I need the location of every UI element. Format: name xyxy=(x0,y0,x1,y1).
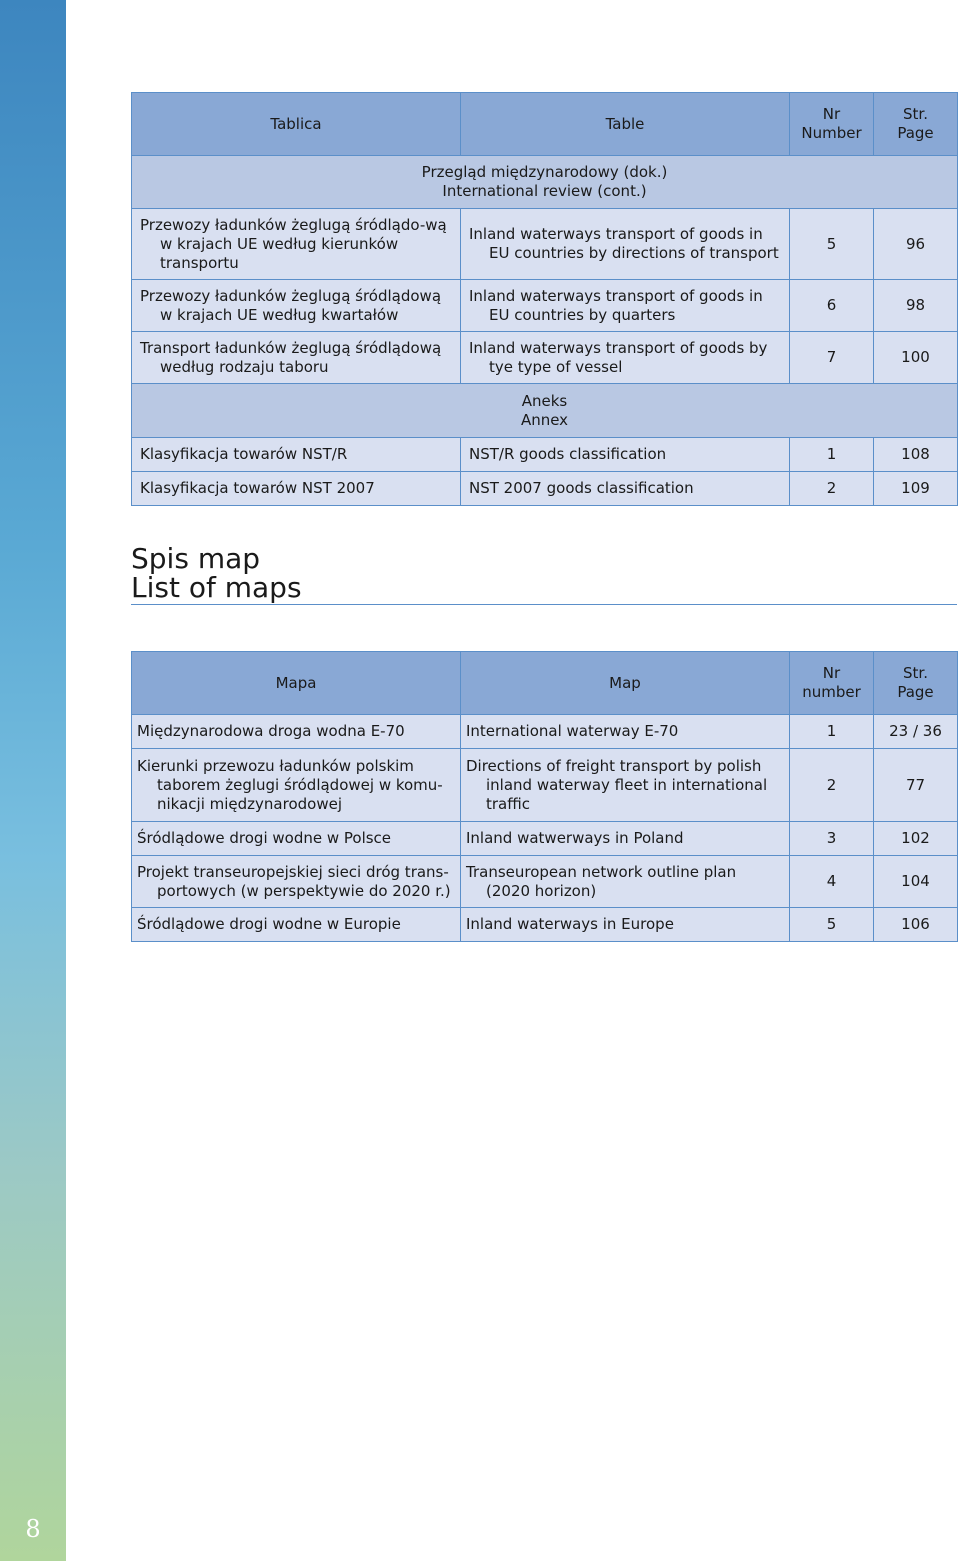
maps-index xyxy=(131,651,958,942)
map-row[interactable] xyxy=(132,822,958,856)
header-page-pl: Str. xyxy=(903,105,928,123)
table-number: 5 xyxy=(790,209,874,280)
header-nr-en: number xyxy=(802,683,861,701)
header-nr-pl: Nr xyxy=(822,664,841,682)
table-title-pl: Przewozy ładunków żeglugą śródlądową w krajach UE według kwartałów xyxy=(132,280,461,332)
tables-index xyxy=(131,92,958,506)
section-title-en: Annex xyxy=(520,410,569,429)
header-mapa: Mapa xyxy=(132,652,461,715)
header-nr-en: Number xyxy=(801,124,862,142)
header-nr-pl: Nr xyxy=(822,105,841,123)
map-title-pl: Projekt transeuropejskiej sieci dróg trans-portowych (w perspektywie do 2020 r.) xyxy=(132,856,461,908)
section-heading xyxy=(132,384,958,438)
table-title-en: Inland waterways transport of goods in EU countries by directions of transport xyxy=(461,209,790,280)
map-page: 77 xyxy=(874,749,958,822)
table-title-pl: Transport ładunków żeglugą śródlądową według rodzaju taboru xyxy=(132,332,461,384)
section-heading-row xyxy=(132,384,958,438)
header-tablica: Tablica xyxy=(132,93,461,156)
section-heading-row xyxy=(132,156,958,209)
map-title-en: Inland waterways in Europe xyxy=(461,908,790,942)
maps-title-pl: Spis map xyxy=(131,542,261,575)
map-title-en: Directions of freight transport by polish inland waterway fleet in international traffic xyxy=(461,749,790,822)
header-page-pl: Str. xyxy=(903,664,928,682)
map-row[interactable] xyxy=(132,856,958,908)
table-number: 1 xyxy=(790,438,874,472)
map-number: 5 xyxy=(790,908,874,942)
map-title-pl: Śródlądowe drogi wodne w Europie xyxy=(132,908,461,942)
map-title-en: Inland watwerways in Poland xyxy=(461,822,790,856)
map-row[interactable] xyxy=(132,908,958,942)
table-title-pl: Klasyfikacja towarów NST/R xyxy=(132,438,461,472)
map-title-en: International waterway E-70 xyxy=(461,715,790,749)
table-row[interactable] xyxy=(132,332,958,384)
map-number: 1 xyxy=(790,715,874,749)
table-row[interactable] xyxy=(132,209,958,280)
map-title-pl: Śródlądowe drogi wodne w Polsce xyxy=(132,822,461,856)
table-row[interactable] xyxy=(132,280,958,332)
header-page xyxy=(874,652,958,715)
section-heading xyxy=(132,156,958,209)
map-page: 23 / 36 xyxy=(874,715,958,749)
map-number: 3 xyxy=(790,822,874,856)
map-row[interactable] xyxy=(132,749,958,822)
header-map: Map xyxy=(461,652,790,715)
map-number: 2 xyxy=(790,749,874,822)
table-title-pl: Przewozy ładunków żeglugą śródlądo-wą w krajach UE według kierunków transportu xyxy=(132,209,461,280)
table-title-en: Inland waterways transport of goods in EU countries by quarters xyxy=(461,280,790,332)
map-title-pl: Międzynarodowa droga wodna E-70 xyxy=(132,715,461,749)
maps-title-en: List of maps xyxy=(131,571,302,604)
header-page-en: Page xyxy=(897,124,934,142)
table-title-en: NST/R goods classification xyxy=(461,438,790,472)
header-page-en: Page xyxy=(897,683,934,701)
table-title-pl: Klasyfikacja towarów NST 2007 xyxy=(132,472,461,506)
table-title-en: Inland waterways transport of goods by tye type of vessel xyxy=(461,332,790,384)
header-table: Table xyxy=(461,93,790,156)
map-title-en: Transeuropean network outline plan (2020 horizon) xyxy=(461,856,790,908)
map-page: 104 xyxy=(874,856,958,908)
header-page xyxy=(874,93,958,156)
map-number: 4 xyxy=(790,856,874,908)
map-page: 102 xyxy=(874,822,958,856)
section-title-pl: Przegląd międzynarodowy (dok.) xyxy=(421,163,668,181)
map-page: 106 xyxy=(874,908,958,942)
map-row[interactable] xyxy=(132,715,958,749)
section-title-en: International review (cont.) xyxy=(442,182,647,200)
table-page: 109 xyxy=(874,472,958,506)
header-number xyxy=(790,652,874,715)
maps-section-title xyxy=(131,544,957,605)
tables-header-row xyxy=(132,93,958,156)
table-number: 7 xyxy=(790,332,874,384)
table-page: 98 xyxy=(874,280,958,332)
map-title-pl: Kierunki przewozu ładunków polskim taborem żeglugi śródlądowej w komu-nikacji międzynarodowej xyxy=(132,749,461,822)
table-page: 108 xyxy=(874,438,958,472)
header-number xyxy=(790,93,874,156)
table-row[interactable] xyxy=(132,438,958,472)
table-number: 2 xyxy=(790,472,874,506)
maps-header-row xyxy=(132,652,958,715)
side-color-band xyxy=(0,0,66,1561)
table-page: 100 xyxy=(874,332,958,384)
section-title-pl: Aneks xyxy=(521,391,568,410)
table-row[interactable] xyxy=(132,472,958,506)
page-number: 8 xyxy=(25,1515,41,1543)
table-page: 96 xyxy=(874,209,958,280)
table-title-en: NST 2007 goods classification xyxy=(461,472,790,506)
table-number: 6 xyxy=(790,280,874,332)
